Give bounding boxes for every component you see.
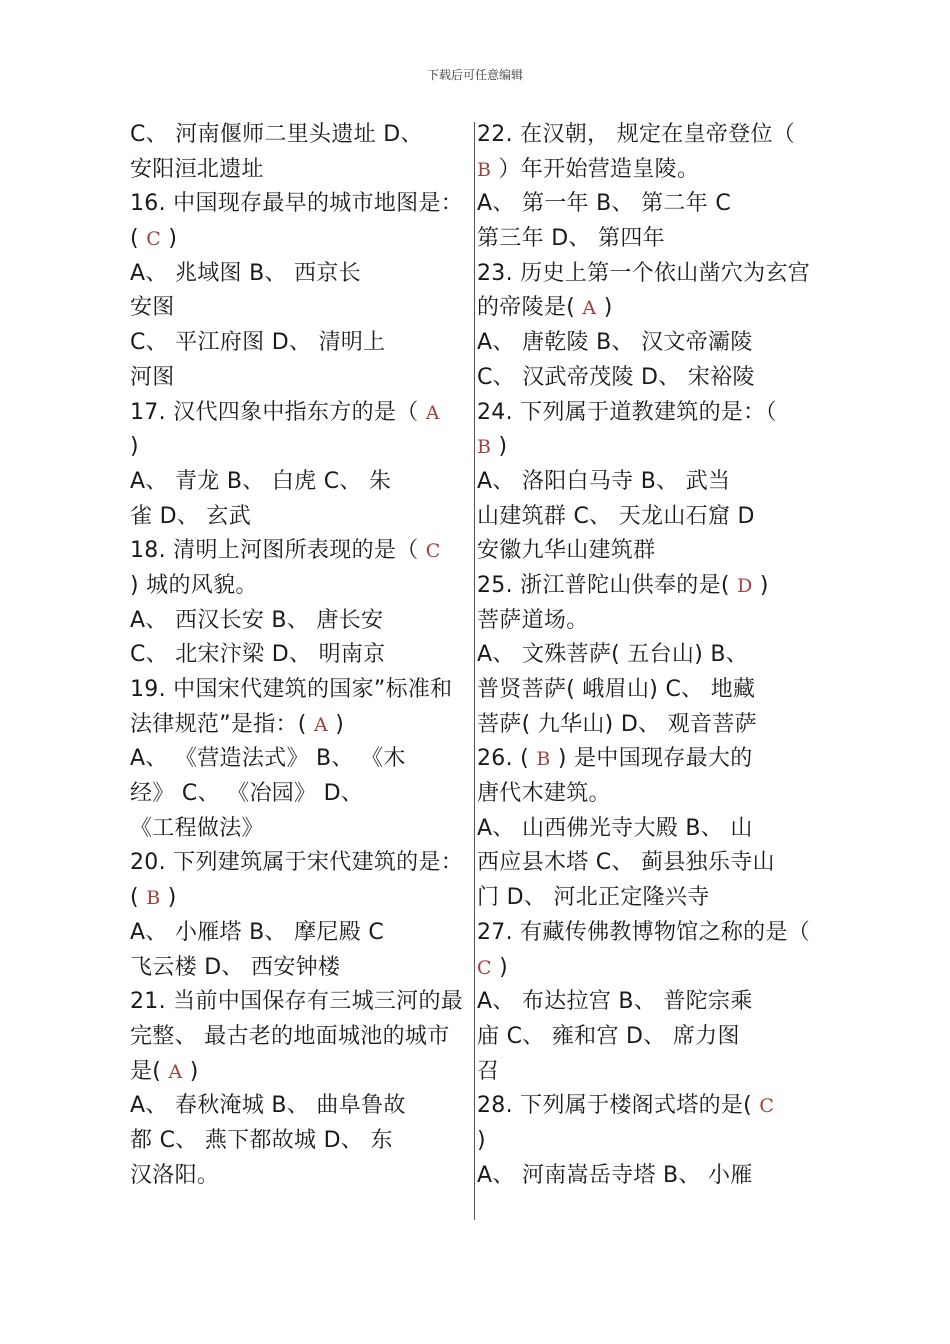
line-text: 唐代木建筑。 [477,781,611,807]
text-line [477,534,823,569]
answer-letter: A [168,1060,183,1083]
text-line [130,846,476,881]
text-line [130,534,476,569]
text-line [130,361,476,396]
line-text: A、 河南嵩岳寺塔 B、 小雁 [477,1162,753,1188]
text-line [130,777,476,812]
text-line [130,187,476,222]
line-text: 菩萨( 九华山) D、 观音菩萨 [477,711,757,737]
text-line [130,951,476,986]
line-text: A、 第一年 B、 第二年 C [477,191,731,217]
line-text: A、 小雁塔 B、 摩尼殿 C [130,919,384,945]
text-line [130,1124,476,1159]
line-text: 26. ( [477,746,537,772]
line-text: A、 布达拉宫 B、 普陀宗乘 [477,989,753,1015]
text-line [477,291,823,326]
line-text-tail: ) [328,711,345,737]
line-text: 的帝陵是( [477,295,583,321]
line-text: A、 西汉长安 B、 唐长安 [130,607,384,633]
text-line [130,1020,476,1055]
line-text: 第三年 D、 第四年 [477,226,665,252]
line-text: 25. 浙江普陀山供奉的是( [477,572,738,598]
text-line [130,916,476,951]
text-line [477,1055,823,1090]
text-line [477,1089,823,1124]
text-line [477,257,823,292]
text-line [477,500,823,535]
text-line [477,465,823,500]
text-line [130,812,476,847]
line-text: ) [130,434,139,460]
line-text: 庙 C、 雍和宫 D、 席力图 [477,1023,740,1049]
text-line [130,465,476,500]
text-line [477,569,823,604]
line-text: C、 北宋汴梁 D、 明南京 [130,642,386,668]
line-text-tail: ) 是中国现存最大的 [550,746,753,772]
line-text: ( [130,226,147,252]
text-line [477,153,823,188]
text-line [130,257,476,292]
line-text: 汉洛阳。 [130,1162,220,1188]
line-text: 西应县木塔 C、 蓟县独乐寺山 [477,850,775,876]
text-line [477,396,823,431]
page-header: 下载后可任意编辑 [426,68,523,82]
answer-letter: B [146,887,161,910]
text-line [477,187,823,222]
left-column [130,118,476,1193]
text-line [130,118,476,153]
line-text: 完整、 最古老的地面城池的城市 [130,1023,450,1049]
line-text: 经》 C、 《冶园》 D、 [130,781,364,807]
line-text: 菩萨道场。 [477,607,589,633]
line-text-tail: ) [491,954,509,980]
text-line [130,708,476,743]
line-text: 山建筑群 C、 天龙山石窟 D [477,503,755,529]
text-line [130,153,476,188]
line-text-tail: ) [491,434,508,460]
text-line [130,430,476,465]
line-text: 22. 在汉朝， 规定在皇帝登位（ [477,122,796,147]
line-text: ) [477,1127,486,1153]
text-line [130,291,476,326]
line-text: 23. 历史上第一个依山凿穴为玄宫 [477,260,811,286]
text-line [477,985,823,1020]
column-divider [474,122,475,1220]
line-text: C、 平江府图 D、 清明上 [130,330,386,356]
line-text: ) 城的风貌。 [130,572,258,598]
text-line [477,222,823,257]
line-text-tail: ) [596,295,613,321]
line-text: 河图 [130,364,175,390]
line-text: 飞云楼 D、 西安钟楼 [130,954,341,980]
text-line [130,1089,476,1124]
text-line [130,881,476,916]
line-text: 安徽九华山建筑群 [477,538,656,564]
text-line [477,742,823,777]
text-line [130,985,476,1020]
text-line [477,638,823,673]
text-line [477,846,823,881]
line-text: A、 文殊菩萨( 五台山) B、 [477,642,749,668]
text-line [477,812,823,847]
text-line [130,222,476,257]
line-text-tail: ) [182,1058,199,1084]
line-text: 法律规范”是指：( [130,711,314,737]
line-text: 17. 汉代四象中指东方的是（ [130,399,426,425]
answer-letter: C [759,1095,775,1118]
answer-letter: C [477,956,492,979]
line-text: 24. 下列属于道教建筑的是：（ [477,399,777,425]
line-text: 21. 当前中国保存有三城三河的最 [130,989,464,1015]
line-text: 《工程做法》 [130,815,264,841]
text-line [130,569,476,604]
text-line [477,604,823,639]
text-line [477,708,823,743]
line-text: 27. 有藏传佛教博物馆之称的是（ [477,919,811,945]
text-line [477,1124,823,1159]
line-text: 是( [130,1058,169,1084]
line-text: A、 山西佛光寺大殿 B、 山 [477,815,753,841]
answer-letter: C [425,540,441,563]
text-line [130,396,476,431]
text-line [477,430,823,465]
text-line [477,1159,823,1194]
answer-letter: A [313,713,329,736]
line-text: A、 洛阳白马寺 B、 武当 [477,468,731,494]
text-line [477,881,823,916]
line-text-tail: ) [161,226,178,252]
line-text: 19. 中国宋代建筑的国家”标准和 [130,677,453,702]
line-text: 召 [477,1058,500,1084]
text-line [130,326,476,361]
text-line [477,951,823,986]
line-text: 都 C、 燕下都故城 D、 东 [130,1127,393,1153]
text-line [130,673,476,708]
answer-letter: C [146,228,162,251]
line-text: 安阳洹北遗址 [130,156,264,182]
line-text: A、 春秋淹城 B、 曲阜鲁故 [130,1093,406,1119]
text-line [130,1159,476,1194]
line-text: ( [130,885,147,911]
line-text: A、 《营造法式》 B、 《木 [130,746,406,772]
text-line [130,1055,476,1090]
line-text: C、 汉武帝茂陵 D、 宋裕陵 [477,364,755,390]
line-text-tail: ) [752,572,769,598]
text-line [130,500,476,535]
line-text: A、 兆域图 B、 西京长 [130,260,362,286]
line-text: 20. 下列建筑属于宋代建筑的是： [130,850,464,876]
line-text: A、 唐乾陵 B、 汉文帝灞陵 [477,330,753,356]
line-text: 门 D、 河北正定隆兴寺 [477,885,710,911]
text-line [477,916,823,951]
line-text: C、 河南偃师二里头遗址 D、 [130,122,423,147]
answer-letter: B [536,748,551,771]
line-text: 16. 中国现存最早的城市地图是： [130,191,464,217]
line-text: 雀 D、 玄武 [130,503,252,529]
line-text-tail: ）年开始营造皇陵。 [491,156,700,182]
line-text: 28. 下列属于楼阁式塔的是( [477,1093,760,1119]
answer-letter: A [582,297,597,320]
text-line [477,777,823,812]
text-line [477,361,823,396]
line-text: 安图 [130,295,175,321]
text-line [130,742,476,777]
line-text: 18. 清明上河图所表现的是（ [130,538,426,564]
text-line [477,326,823,361]
line-text-tail: ) [160,885,177,911]
text-line [477,673,823,708]
text-line [130,604,476,639]
line-text: 普贤菩萨( 峨眉山) C、 地藏 [477,677,756,702]
answer-letter: B [477,436,492,459]
answer-letter: A [425,401,440,424]
line-text: A、 青龙 B、 白虎 C、 朱 [130,468,392,494]
right-column [477,118,823,1193]
text-line [477,1020,823,1055]
text-line [477,118,823,153]
answer-letter: D [737,574,753,597]
text-line [130,638,476,673]
answer-letter: B [477,158,492,181]
